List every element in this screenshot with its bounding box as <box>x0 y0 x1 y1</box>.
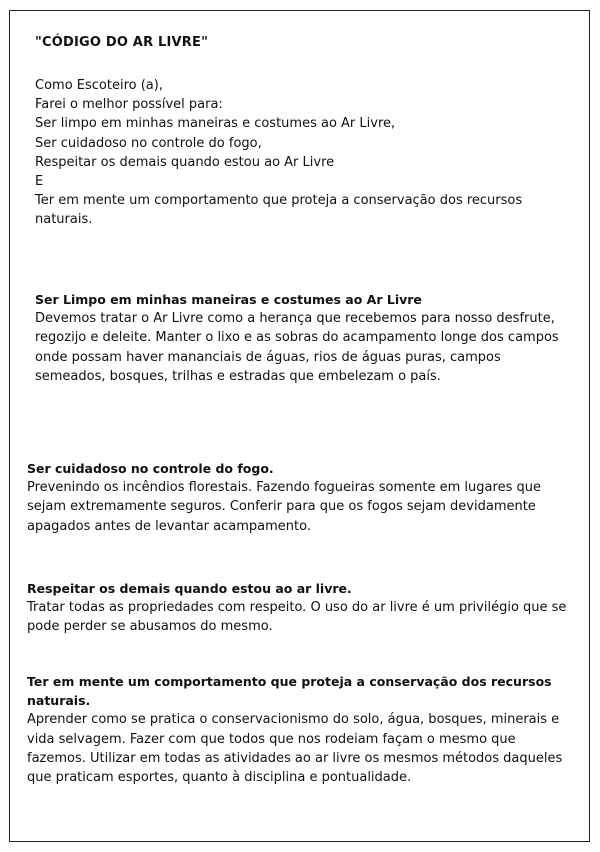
intro-line: Como Escoteiro (a), <box>35 78 163 93</box>
intro-line: Respeitar os demais quando estou ao Ar Livre <box>35 154 335 170</box>
section-heading: Ser Limpo em minhas maneiras e costumes ao Ar Livre <box>35 292 422 307</box>
section-heading: Ter em mente um comportamento que proteja a conservação dos recursos naturais. <box>27 674 552 709</box>
intro-line: Farei o melhor possível para: <box>35 97 223 113</box>
intro-line: Ter em mente um comportamento que proteja a conservação dos recursos naturais. <box>35 193 523 228</box>
intro-line: Ser limpo em minhas maneiras e costumes ao Ar Livre, <box>35 116 396 132</box>
section-body: Devemos tratar o Ar Livre como a herança que recebemos para nosso desfrute, regozijo e deleite. Manter o lixo e as sobras do acampamento longe dos campos onde possam haver mananciais de águas, rios de águas puras, campos semeados, bosques, trilhas e estradas que embelezam o país. <box>35 311 559 384</box>
intro-pledge <box>35 76 575 230</box>
section-clean <box>35 290 565 386</box>
section-respect <box>27 579 572 637</box>
section-fire <box>27 459 572 536</box>
section-body: Tratar todas as propriedades com respeito. O uso do ar livre é um privilégio que se pode perder se abusamos do mesmo. <box>27 600 567 635</box>
intro-line: E <box>35 174 44 190</box>
section-heading: Respeitar os demais quando estou ao ar livre. <box>27 581 352 596</box>
section-body: Prevenindo os incêndios florestais. Fazendo fogueiras somente em lugares que sejam extremamente seguros. Conferir para que os fogos sejam devidamente apagados antes de levantar acampamento. <box>27 480 541 534</box>
section-heading: Ser cuidadoso no controle do fogo. <box>27 461 274 476</box>
section-body: Aprender como se pratica o conservacionismo do solo, água, bosques, minerais e vida selvagem. Fazer com que todos que nos rodeiam façam o mesmo que fazemos. Utilizar em todas as atividades ao ar livre os mesmos métodos daqueles que praticam esportes, quanto à disciplina e pontualidade. <box>27 712 563 786</box>
document-title: "CÓDIGO DO AR LIVRE" <box>35 35 209 50</box>
section-conservation <box>27 672 575 787</box>
intro-line: Ser cuidadoso no controle do fogo, <box>35 135 262 151</box>
